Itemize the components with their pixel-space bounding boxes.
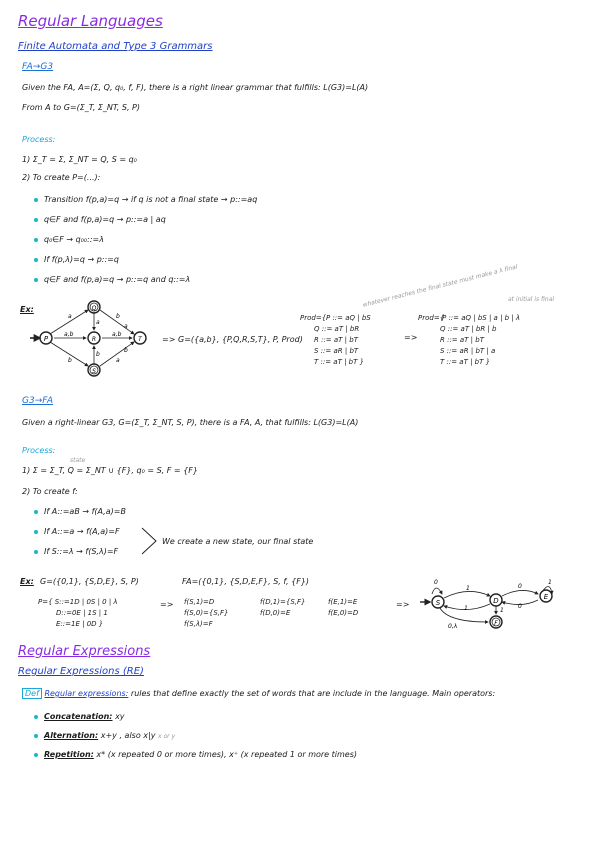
bullet-dot	[34, 238, 38, 242]
edge-label: a,b	[64, 331, 74, 338]
svg-text:F: F	[494, 620, 498, 627]
edge-label: 1	[548, 579, 552, 586]
fa-g3-step-2: 2) To create P=(...):	[22, 173, 101, 182]
edge-label: a	[116, 357, 120, 364]
prod-right-label: Prod={	[418, 314, 445, 322]
state-P	[40, 332, 52, 344]
prod-line: S ::= aR | bT | a	[440, 347, 496, 355]
fa-g3-bullet: q₀∈F → q₀₀::=λ	[34, 235, 104, 244]
bullet-dot	[34, 753, 38, 757]
bullet-dot	[34, 530, 38, 534]
fa-g3-bullet: Transition f(p,a)=q → if q is not a final state → p::=aq	[34, 195, 257, 204]
edge-label: b	[124, 347, 128, 354]
g3-fa-heading: G3→FA	[22, 396, 54, 406]
edge-label: a	[68, 313, 72, 320]
prod-line: Q ::= aT | bR	[314, 325, 360, 333]
state-Q	[88, 301, 100, 313]
edge-label: 1	[500, 607, 504, 614]
f-entry: f(S,1)=D	[184, 598, 215, 606]
svg-text:E: E	[543, 593, 549, 601]
fa-g3-step-1: 1) Σ_T = Σ, Σ_NT = Q, S = q₀	[22, 155, 137, 164]
arrow-implies-2: =>	[404, 333, 418, 342]
p-line: E::=1E | 0D }	[56, 620, 104, 628]
edge-label: a	[124, 323, 128, 330]
g3-fa-step-1: 1) Σ = Σ_T, Q = Σ_NT ∪ {F}, q₀ = S, F = {F}	[22, 466, 198, 475]
def-box: Def	[22, 688, 42, 699]
bullet-dot	[34, 550, 38, 554]
svg-text:D: D	[493, 597, 499, 605]
def-text: rules that define exactly the set of words that are include in the language. Main operators:	[130, 689, 496, 698]
fa-g3-bullet: q∈F and f(p,a)=q → p::=q and q::=λ	[34, 275, 190, 284]
f-entry: f(D,0)=E	[260, 609, 291, 617]
state-R	[88, 332, 100, 344]
p-line: D::=0E | 1S | 1	[56, 609, 108, 617]
svg-text:S: S	[435, 599, 441, 607]
edge-label: 1	[466, 585, 470, 592]
prod-left-label: Prod={	[300, 314, 327, 322]
prod-line: T ::= aT | bT }	[314, 358, 365, 366]
state-T	[134, 332, 146, 344]
bullet-dot	[34, 258, 38, 262]
g3-fa-rule: If S::=λ → f(S,λ)=F	[34, 547, 118, 556]
automaton-1-diagram	[28, 298, 158, 380]
edge-label: a,b	[112, 331, 122, 338]
fa-g3-bullet: If f(p,λ)=q → p::=q	[34, 255, 119, 264]
example-grammar: G=({a,b}, {P,Q,R,S,T}, P, Prod)	[178, 335, 303, 344]
example-label: Ex:	[20, 305, 34, 314]
svg-text:T: T	[138, 336, 142, 343]
g3-fa-step-2: 2) To create f:	[22, 487, 78, 496]
prod-line: S ::= aR | bT	[314, 347, 359, 355]
fa-g3-heading: FA→G3	[22, 62, 54, 72]
re-item: Concatenation: xy	[34, 712, 125, 721]
prod-line: R ::= aT | bT	[440, 336, 484, 344]
p-line: P={ S::=1D | 0S | 0 | λ	[38, 598, 118, 606]
svg-text:Q: Q	[91, 305, 97, 312]
prod-line: R ::= aT | bT	[314, 336, 358, 344]
re-item: Repetition: x* (x repeated 0 or more times), x⁺ (x repeated 1 or more times)	[34, 750, 357, 759]
state-F	[490, 616, 502, 628]
step1-note: state	[70, 457, 86, 464]
page-title: Regular Languages	[18, 12, 163, 30]
re-title: Regular Expressions	[18, 644, 151, 659]
brace-note: We create a new state, our final state	[162, 537, 314, 546]
bullet-dot	[34, 278, 38, 282]
fa-g3-intro-2: From A to G=(Σ_T, Σ_NT, S, P)	[22, 103, 140, 112]
edge-label: b	[68, 357, 72, 364]
bullet-dot	[34, 198, 38, 202]
prod-line: T ::= aT | bT }	[440, 358, 491, 366]
g3-fa-rule: If A::=a → f(A,a)=F	[34, 527, 120, 536]
example-fa: FA=({0,1}, {S,D,E,F}, S, f, {F})	[182, 577, 310, 586]
g3-fa-process-label: Process:	[22, 446, 56, 455]
re-item: Alternation: x+y , also x|y x or y	[34, 731, 175, 740]
edge-label: a	[96, 319, 100, 326]
f-entry: f(D,1)={S,F}	[260, 598, 306, 606]
brace-icon	[140, 526, 160, 556]
def-term: Regular expressions:	[44, 689, 129, 698]
arrow-implies: =>	[162, 335, 176, 344]
edge-label: b	[96, 351, 100, 358]
bullet-dot	[34, 734, 38, 738]
edge-label: 0,λ	[448, 623, 458, 630]
state-E	[540, 590, 552, 602]
f-entry: f(S,0)={S,F}	[184, 609, 229, 617]
automaton-2-diagram	[418, 578, 568, 632]
example-label-2: Ex:	[20, 577, 34, 586]
state-D	[490, 594, 502, 606]
fa-g3-intro-1: Given the FA, A=(Σ, Q, q₀, f, F), there is a right linear grammar that fulfills: L(G3)=L(A)	[22, 83, 369, 92]
f-entry: f(E,0)=D	[328, 609, 359, 617]
svg-text:R: R	[91, 336, 97, 343]
re-subtitle: Regular Expressions (RE)	[18, 666, 144, 677]
state-S	[432, 596, 444, 608]
svg-text:S: S	[92, 368, 96, 375]
edge-label: 0	[518, 583, 522, 590]
note-right: at initial is final	[508, 296, 555, 303]
g3-fa-intro: Given a right-linear G3, G=(Σ_T, Σ_NT, S, P), there is a FA, A, that fulfills: L(G3)=L(A)	[22, 418, 359, 427]
prod-line: P ::= aQ | bS	[326, 314, 371, 322]
bullet-dot	[34, 715, 38, 719]
prod-line: Q ::= aT | bR | b	[440, 325, 497, 333]
edge-label: b	[116, 313, 120, 320]
note-left: whatever reaches the final state must make a λ final	[362, 263, 519, 309]
arrow-implies-4: =>	[396, 600, 410, 609]
bullet-dot	[34, 510, 38, 514]
state-S	[88, 364, 100, 376]
edge-label: 0	[518, 603, 522, 610]
svg-text:P: P	[43, 335, 49, 343]
fa-g3-process-label: Process:	[22, 135, 56, 144]
prod-line: P ::= aQ | bS | a | b | λ	[442, 314, 521, 322]
re-definition	[22, 688, 495, 699]
edge-label: 0	[434, 579, 438, 586]
f-entry: f(E,1)=E	[328, 598, 358, 606]
example-grammar-2: G=({0,1}, {S,D,E}, S, P)	[40, 577, 139, 586]
page-subtitle: Finite Automata and Type 3 Grammars	[18, 41, 213, 52]
fa-g3-bullet: q∈F and f(p,a)=q → p::=a | aq	[34, 215, 166, 224]
g3-fa-rule: If A::=aB → f(A,a)=B	[34, 507, 126, 516]
f-entry: f(S,λ)=F	[184, 620, 213, 628]
bullet-dot	[34, 218, 38, 222]
edge-label: 1	[464, 605, 468, 612]
arrow-implies-3: =>	[160, 600, 174, 609]
